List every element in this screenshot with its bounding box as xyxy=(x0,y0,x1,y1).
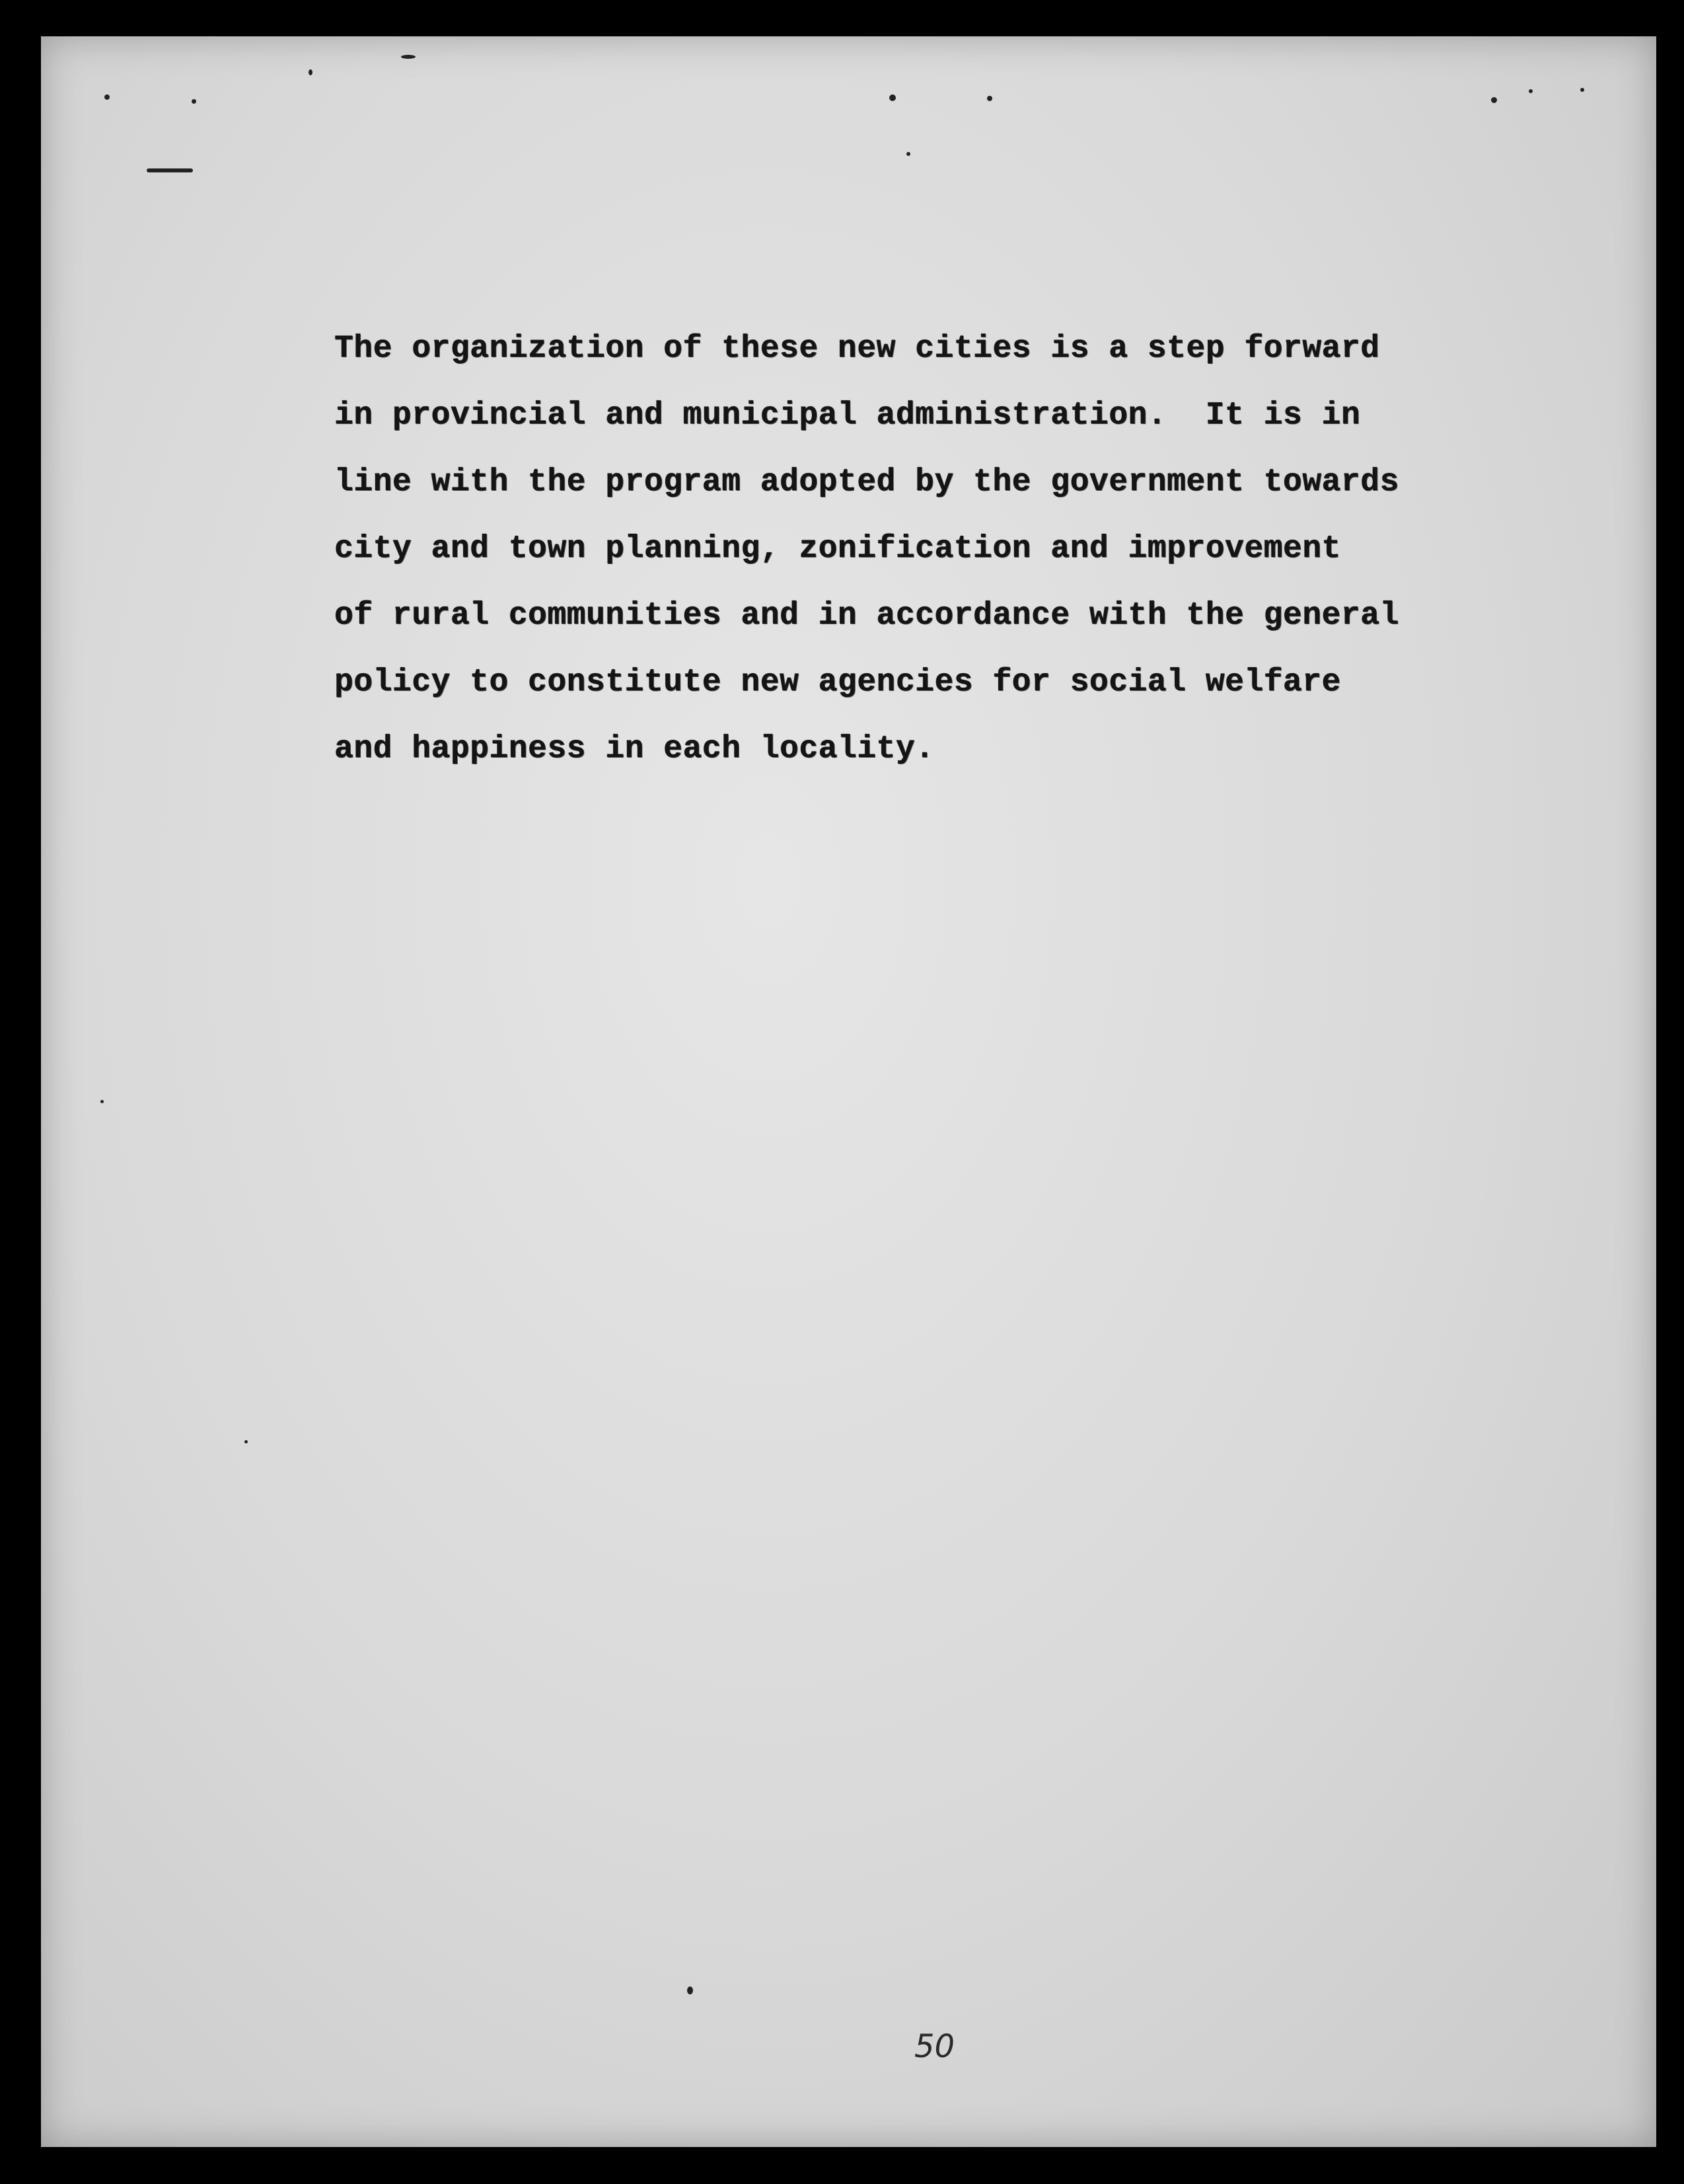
body-line: city and town planning, zonification and improvement xyxy=(334,531,1341,567)
document-page xyxy=(41,36,1656,2147)
dust-speck xyxy=(192,99,196,104)
dust-speck xyxy=(889,94,896,101)
page-number: 50 xyxy=(914,2028,955,2065)
dust-speck xyxy=(100,1100,104,1103)
dust-speck xyxy=(687,1986,693,1994)
body-line: and happiness in each locality. xyxy=(334,731,935,767)
dust-speck xyxy=(1491,97,1497,103)
dust-speck xyxy=(244,1440,248,1443)
body-line: The organization of these new cities is a step forward xyxy=(334,331,1380,367)
dust-speck xyxy=(1580,88,1584,92)
dust-speck xyxy=(987,96,992,101)
dust-speck xyxy=(104,94,110,100)
body-line: in provincial and municipal administration. It is in xyxy=(334,398,1361,433)
dust-speck xyxy=(401,55,416,59)
body-paragraph xyxy=(334,316,1510,783)
dust-speck xyxy=(309,69,312,75)
dust-speck xyxy=(1529,89,1533,93)
body-line: of rural communities and in accordance with the general xyxy=(334,598,1399,634)
dust-speck xyxy=(147,168,193,172)
dust-speck xyxy=(906,152,910,156)
body-line: policy to constitute new agencies for social welfare xyxy=(334,665,1341,700)
body-line: line with the program adopted by the government towards xyxy=(334,464,1399,500)
